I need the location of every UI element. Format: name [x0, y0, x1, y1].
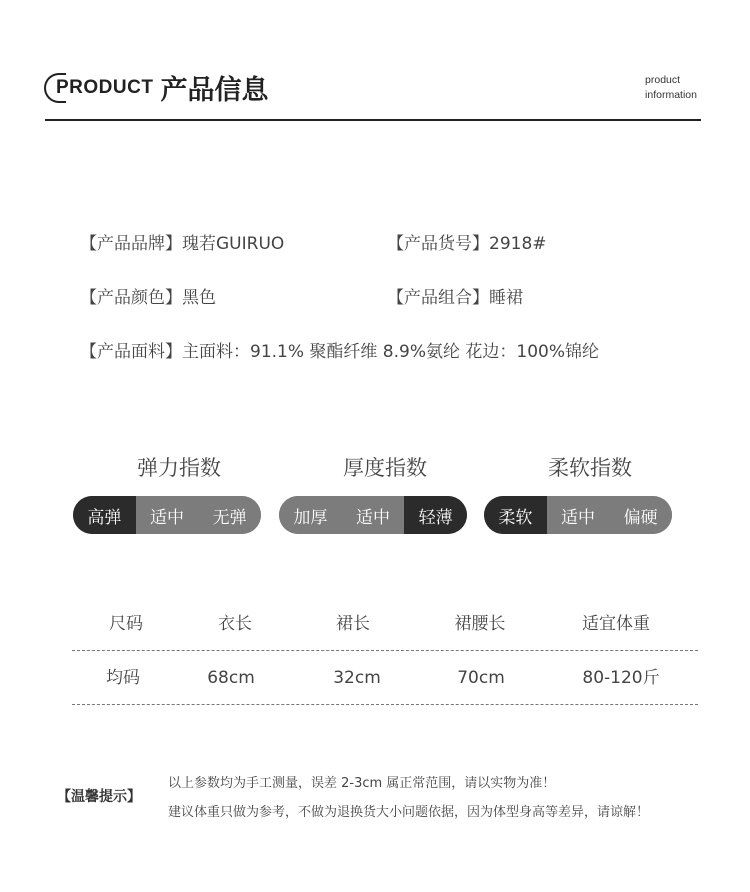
thickness-option: 轻薄 — [404, 496, 467, 534]
info-combo: 【产品组合】睡裙 — [387, 288, 523, 308]
notice-line-2: 建议体重只做为参考，不做为退换货大小问题依据，因为体型身高等差异，请谅解！ — [168, 805, 650, 820]
table-row — [72, 655, 698, 701]
brand-english — [45, 77, 153, 99]
softness-option: 适中 — [547, 496, 610, 534]
thickness-option: 适中 — [342, 496, 405, 534]
tag-line-2: information — [645, 89, 697, 101]
size-table-header — [72, 601, 698, 647]
table-cell: 均码 — [106, 668, 140, 688]
info-fabric: 【产品面料】主面料：91.1% 聚酯纤维 8.9%氨纶 花边：100%锦纶 — [80, 342, 600, 362]
elasticity-title: 弹力指数 — [137, 456, 221, 480]
thickness-option: 加厚 — [279, 496, 342, 534]
tag-line-1: product — [645, 74, 681, 86]
notice-label: 【温馨提示】 — [57, 789, 141, 805]
info-row-1 — [80, 229, 547, 254]
softness-option: 柔软 — [484, 496, 547, 534]
elasticity-option: 适中 — [136, 496, 199, 534]
elasticity-option: 高弹 — [73, 496, 136, 534]
info-brand: 【产品品牌】瑰若GUIRUO — [80, 234, 285, 254]
header-tag — [645, 73, 697, 103]
table-divider — [72, 704, 698, 705]
info-row-2 — [80, 283, 523, 308]
info-item-no: 【产品货号】2918# — [387, 234, 547, 254]
table-divider — [72, 650, 698, 651]
thickness-title: 厚度指数 — [343, 456, 427, 480]
softness-option: 偏硬 — [609, 496, 672, 534]
elasticity-option: 无弹 — [198, 496, 261, 534]
info-color: 【产品颜色】黑色 — [80, 288, 216, 308]
brand-english-text: PRODUCT — [56, 76, 154, 98]
table-cell: 80-120斤 — [582, 668, 660, 688]
brand-title — [45, 68, 268, 107]
table-cell: 70cm — [457, 668, 505, 688]
thickness-scale — [279, 496, 467, 534]
softness-title: 柔软指数 — [548, 456, 632, 480]
table-header-cell: 衣长 — [218, 614, 252, 634]
brand-chinese: 产品信息 — [160, 75, 269, 106]
table-cell: 68cm — [207, 668, 255, 688]
table-header-cell: 裙长 — [336, 614, 370, 634]
elasticity-scale — [73, 496, 261, 534]
table-header-cell: 尺码 — [109, 614, 143, 634]
softness-scale — [484, 496, 672, 534]
section-header — [45, 62, 701, 120]
notice-line-1: 以上参数均为手工测量，误差 2-3cm 属正常范围，请以实物为准！ — [168, 776, 556, 791]
table-header-cell: 适宜体重 — [582, 614, 650, 634]
table-cell: 32cm — [333, 668, 381, 688]
table-header-cell: 裙腰长 — [454, 614, 506, 634]
bracket-icon — [44, 73, 66, 103]
info-row-3 — [80, 337, 599, 362]
header-divider — [45, 119, 701, 121]
